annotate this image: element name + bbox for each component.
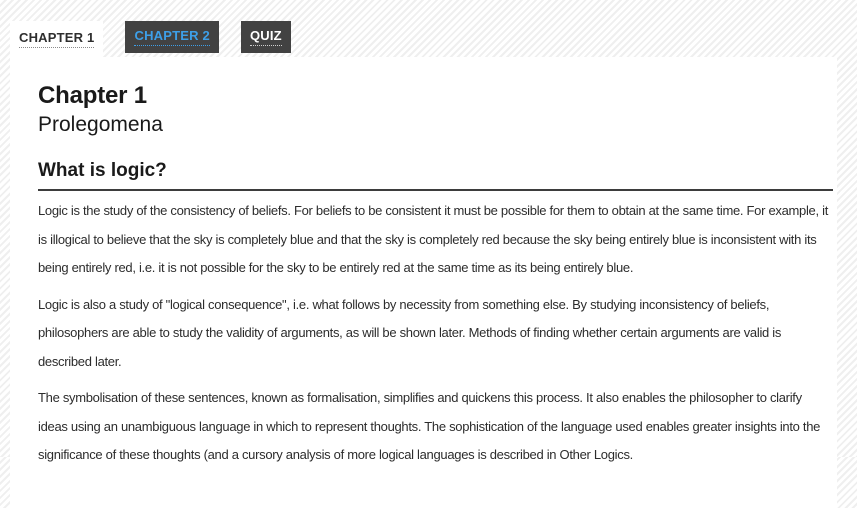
tab-chapter-1-label: CHAPTER 1 [19, 30, 94, 48]
content-panel [10, 57, 837, 508]
tab-bar [0, 0, 857, 57]
page-subtitle: Prolegomena [38, 113, 163, 136]
paragraph-2: Logic is also a study of "logical consequence", i.e. what follows by necessity from something else. By studying inconsistency of beliefs, philosophers are able to study the validity of arguments, as will be shown later. Methods of finding whether certain arguments are valid is described later. [38, 296, 782, 369]
tab-quiz[interactable] [241, 21, 291, 53]
page-title: Chapter 1 [38, 82, 147, 109]
tab-chapter-1[interactable] [10, 21, 103, 57]
tab-chapter-2-label: CHAPTER 2 [134, 28, 209, 46]
section-heading: What is logic? [38, 160, 833, 191]
paragraph-1: Logic is the study of the consistency of beliefs. For beliefs to be consistent it must be possible for them to obtain at the same time. For example, it is illogical to believe that the sky is completely blue and that the sky is completely red because the sky being entirely blue is inconsistent with its being entirely red, i.e. it is not possible for the sky to be entirely red at the same time as its being entirely blue. [38, 203, 829, 275]
paragraph-3: The symbolisation of these sentences, known as formalisation, simplifies and quickens this process. It also enables the philosopher to clarify ideas using an unambiguous language in which to represent thoughts. The sophistication of the language used enables greater insights into the significance of these thoughts (and a cursory analysis of more logical languages is described in Other Logics. [38, 390, 821, 462]
tab-chapter-2[interactable] [125, 21, 218, 53]
tab-quiz-label: QUIZ [250, 28, 282, 46]
